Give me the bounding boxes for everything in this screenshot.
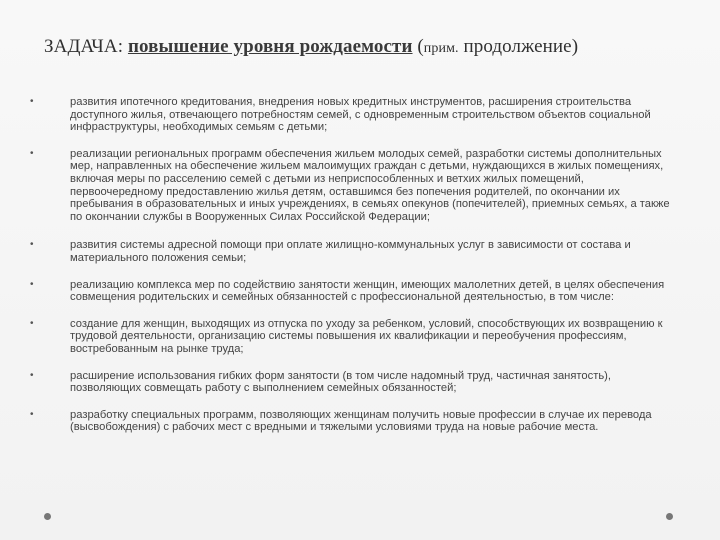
bullet-marker: • (30, 239, 34, 251)
list-item-text: реализацию комплекса мер по содействию занятости женщин, имеющих малолетних детей, в целях обеспечения совмещения родительских и семейных обязанностей с профессиональной деятельностью, в том числе: (70, 278, 665, 304)
list-item (30, 279, 680, 304)
list-item (30, 318, 680, 356)
list-item (30, 239, 680, 264)
bullet-marker: • (30, 96, 34, 107)
list-item-text: создание для женщин, выходящих из отпуска по уходу за ребенком, условий, способствующих их возвращению к трудовой деятельности, организацию системы повышения их квалификации и переобучения профессиям, востребованным на рынке труда; (70, 317, 663, 355)
title-open-paren: ( (412, 36, 424, 57)
list-item-text: развития ипотечного кредитования, внедрения новых кредитных инструментов, расширения строительства доступного жилья, отвечающего потребностям семей, с одновременным строительством объектов социальной инфраструктуры, необходимых семьям с детьми; (70, 96, 651, 134)
bullet-marker: • (30, 408, 34, 420)
title-prefix: ЗАДАЧА: (44, 36, 128, 57)
list-item (30, 96, 680, 134)
list-item-text: развития системы адресной помощи при оплате жилищно-коммунальных услуг в зависимости от состава и материального положения семьи; (70, 239, 631, 264)
list-item (30, 148, 680, 224)
list-item-text: расширение использования гибких форм занятости (в том числе надомный труд, частичная занятость), позволяющих совмещать работу с выполнением семейных обязанностей; (70, 369, 612, 395)
task-list (30, 96, 680, 434)
bullet-marker: • (30, 317, 34, 329)
bullet-marker: • (30, 369, 34, 381)
title-note-rest: продолжение) (458, 36, 579, 57)
bullet-marker: • (30, 278, 34, 290)
list-item-text: реализации региональных программ обеспечения жильем молодых семей, разработки системы дополнительных мер, направленных на обеспечение жильем малоимущих граждан с детьми, нуждающихся в жилых помещениях, включая меры по расселению семей с детьми из неприспособленных и ветхих жилых помещений, первоочередному предоставлению жилья детям, оставшимся без попечения родителей, по окончании их пребывания в образовательных и иных учреждениях, в семьях опекунов (попечителей), приемных семьях, а также по окончании службы в Вооруженных Силах Российской Федерации; (70, 147, 670, 223)
slide-title (44, 36, 704, 58)
decorative-dot-right (666, 513, 673, 520)
list-item-text: разработку специальных программ, позволяющих женщинам получить новые профессии в случае их перевода (высвобождения) с рабочих мест с вредными и тяжелыми условиями труда на новые рабочие места. (70, 408, 652, 434)
title-emphasis: повышение уровня рождаемости (127, 36, 413, 57)
list-item (30, 370, 680, 395)
decorative-dot-left (44, 513, 51, 520)
title-note-small: прим. (423, 41, 459, 56)
list-item (30, 409, 680, 434)
bullet-marker: • (30, 147, 34, 159)
